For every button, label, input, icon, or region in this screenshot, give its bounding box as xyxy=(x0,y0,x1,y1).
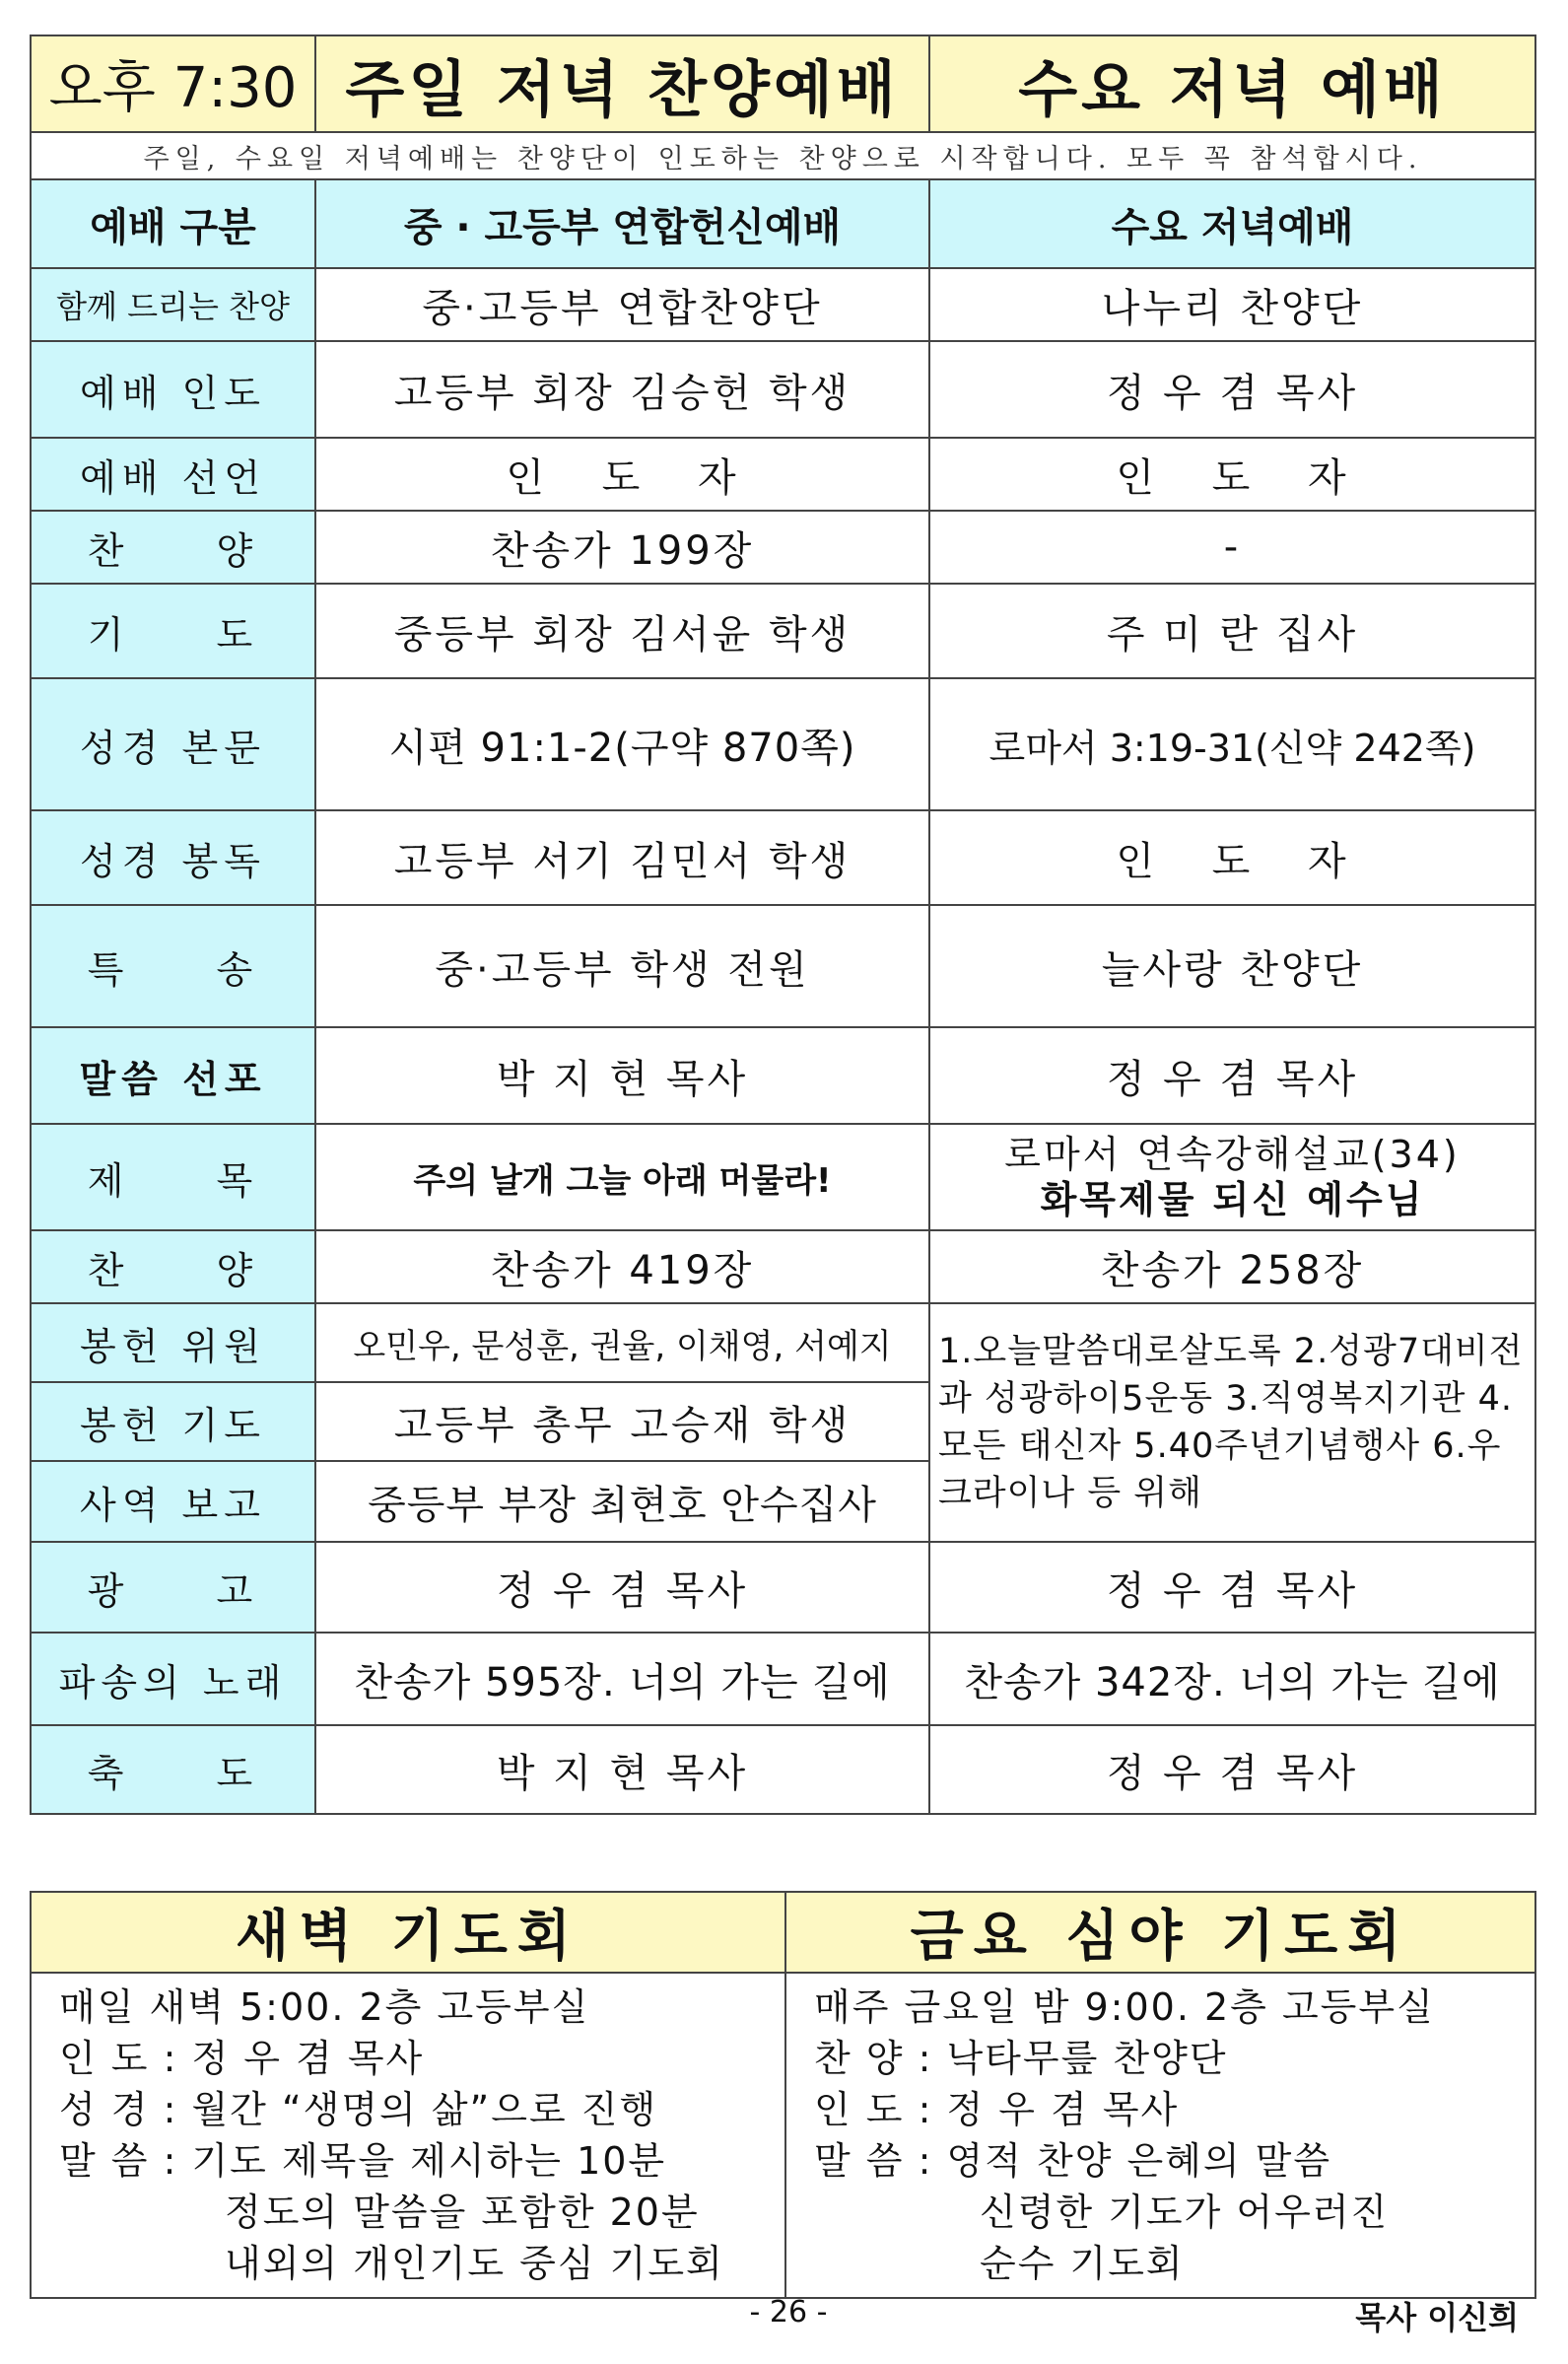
dawn-prayer-title: 새벽 기도회 xyxy=(31,1892,785,1973)
author-credit: 목사 이신희 xyxy=(1355,2299,1519,2336)
sunday-cell: 인 도 자 xyxy=(315,438,929,511)
row-label: 파송의 노래 xyxy=(31,1633,315,1725)
row-label: 예배 인도 xyxy=(31,341,315,438)
sunday-cell: 정 우 겸 목사 xyxy=(315,1542,929,1633)
sunday-cell: 중등부 부장 최현호 안수집사 xyxy=(315,1461,929,1542)
table-row xyxy=(31,1542,1535,1633)
dawn-line: 매일 새벽 5:00. 2층 고등부실 xyxy=(59,1985,590,2029)
friday-line: 순수 기도회 xyxy=(980,2242,1185,2285)
wednesday-cell: 인 도 자 xyxy=(929,810,1535,905)
wednesday-cell: 정 우 겸 목사 xyxy=(929,1725,1535,1814)
friday-line: 찬 양 : 낙타무릎 찬양단 xyxy=(814,2037,1228,2080)
prayer-topics: 1.오늘말씀대로살도록 2.성광7대비전과 성광하이5운동 3.직영복지기관 4.모든 태신자 5.40주년기념행사 6.우크라이나 등 위해 xyxy=(929,1303,1535,1542)
sunday-cell: 고등부 회장 김승헌 학생 xyxy=(315,341,929,438)
table-row xyxy=(31,1124,1535,1230)
wednesday-cell: 정 우 겸 목사 xyxy=(929,1542,1535,1633)
column-header-sunday: 중 · 고등부 연합헌신예배 xyxy=(315,179,929,268)
prayer-meetings-header xyxy=(31,1892,1535,1973)
dawn-line: 정도의 말씀을 포함한 20분 xyxy=(225,2190,700,2234)
prayer-meetings-body xyxy=(31,1973,1535,2298)
wednesday-cell: 나누리 찬양단 xyxy=(929,268,1535,341)
table-row xyxy=(31,584,1535,678)
dawn-line: 성 경 : 월간 “생명의 삶”으로 진행 xyxy=(59,2088,658,2131)
row-label: 광 고 xyxy=(31,1542,315,1633)
table-row xyxy=(31,678,1535,810)
sunday-cell: 박 지 현 목사 xyxy=(315,1725,929,1814)
friday-prayer-title: 금요 심야 기도회 xyxy=(785,1892,1535,1973)
row-label: 기 도 xyxy=(31,584,315,678)
column-header-wednesday: 수요 저녁예배 xyxy=(929,179,1535,268)
prayer-meetings-table xyxy=(30,1891,1536,2299)
row-label: 말씀 선포 xyxy=(31,1027,315,1124)
row-label: 축 도 xyxy=(31,1725,315,1814)
wednesday-cell: 정 우 겸 목사 xyxy=(929,341,1535,438)
wednesday-cell: 정 우 겸 목사 xyxy=(929,1027,1535,1124)
row-label: 함께 드리는 찬양 xyxy=(31,268,315,341)
row-label: 사역 보고 xyxy=(31,1461,315,1542)
sermon-title-wednesday xyxy=(929,1124,1535,1230)
sunday-cell: 고등부 총무 고승재 학생 xyxy=(315,1382,929,1461)
row-label: 예배 선언 xyxy=(31,438,315,511)
sunday-cell: 고등부 서기 김민서 학생 xyxy=(315,810,929,905)
table-row xyxy=(31,905,1535,1027)
dawn-prayer-details xyxy=(31,1973,785,2298)
table-row xyxy=(31,1027,1535,1124)
wednesday-cell: 찬송가 342장. 너의 가는 길에 xyxy=(929,1633,1535,1725)
sermon-series: 로마서 연속강해설교(34) xyxy=(1004,1133,1461,1176)
wednesday-cell: 늘사랑 찬양단 xyxy=(929,905,1535,1027)
dawn-line: 말 씀 : 기도 제목을 제시하는 10분 xyxy=(59,2139,667,2183)
wednesday-cell: 주 미 란 집사 xyxy=(929,584,1535,678)
table-row xyxy=(31,1230,1535,1303)
sunday-cell: 중등부 회장 김서윤 학생 xyxy=(315,584,929,678)
row-label: 봉헌 위원 xyxy=(31,1303,315,1382)
row-label: 성경 봉독 xyxy=(31,810,315,905)
friday-prayer-details xyxy=(785,1973,1535,2298)
sunday-cell: 찬송가 595장. 너의 가는 길에 xyxy=(315,1633,929,1725)
table-row xyxy=(31,438,1535,511)
worship-schedule-table xyxy=(30,35,1536,1815)
sunday-cell: 찬송가 199장 xyxy=(315,511,929,584)
friday-line: 말 씀 : 영적 찬양 은혜의 말씀 xyxy=(814,2139,1332,2183)
table-row xyxy=(31,511,1535,584)
table-row xyxy=(31,1303,1535,1382)
friday-line: 매주 금요일 밤 9:00. 2층 고등부실 xyxy=(814,1985,1435,2029)
notice-row xyxy=(31,132,1535,179)
row-label: 찬 양 xyxy=(31,511,315,584)
sunday-cell: 중·고등부 연합찬양단 xyxy=(315,268,929,341)
row-label: 제 목 xyxy=(31,1124,315,1230)
dawn-line: 내외의 개인기도 중심 기도회 xyxy=(225,2242,724,2285)
wednesday-cell: - xyxy=(929,511,1535,584)
row-label: 봉헌 기도 xyxy=(31,1382,315,1461)
table-row xyxy=(31,268,1535,341)
row-label: 찬 양 xyxy=(31,1230,315,1303)
wednesday-cell: 찬송가 258장 xyxy=(929,1230,1535,1303)
sunday-cell: 찬송가 419장 xyxy=(315,1230,929,1303)
column-header-row xyxy=(31,179,1535,268)
table-row xyxy=(31,1725,1535,1814)
row-label: 성경 본문 xyxy=(31,678,315,810)
table-row xyxy=(31,810,1535,905)
friday-line: 신령한 기도가 어우러진 xyxy=(980,2190,1390,2234)
sunday-cell: 박 지 현 목사 xyxy=(315,1027,929,1124)
table-row xyxy=(31,341,1535,438)
sunday-cell: 오민우, 문성훈, 권율, 이채영, 서예지 xyxy=(315,1303,929,1382)
sunday-cell: 시편 91:1-2(구약 870쪽) xyxy=(315,678,929,810)
sunday-cell: 중·고등부 학생 전원 xyxy=(315,905,929,1027)
sermon-title: 화목제물 되신 예수님 xyxy=(1040,1178,1425,1221)
wednesday-cell: 로마서 3:19-31(신약 242쪽) xyxy=(929,678,1535,810)
wednesday-service-title: 수요 저녁 예배 xyxy=(929,35,1535,132)
sermon-title-sunday: 주의 날개 그늘 아래 머물라! xyxy=(315,1124,929,1230)
page-number: - 26 - xyxy=(749,2295,828,2329)
wednesday-cell: 인 도 자 xyxy=(929,438,1535,511)
header-row xyxy=(31,35,1535,132)
service-time: 오후 7:30 xyxy=(31,35,315,132)
column-header-label: 예배 구분 xyxy=(31,179,315,268)
row-label: 특 송 xyxy=(31,905,315,1027)
friday-line: 인 도 : 정 우 겸 목사 xyxy=(814,2088,1180,2131)
notice-text: 주일, 수요일 저녁예배는 찬양단이 인도하는 찬양으로 시작합니다. 모두 꼭 참석합시다. xyxy=(31,132,1535,179)
table-row xyxy=(31,1633,1535,1725)
sunday-service-title: 주일 저녁 찬양예배 xyxy=(315,35,929,132)
dawn-line: 인 도 : 정 우 겸 목사 xyxy=(59,2037,425,2080)
